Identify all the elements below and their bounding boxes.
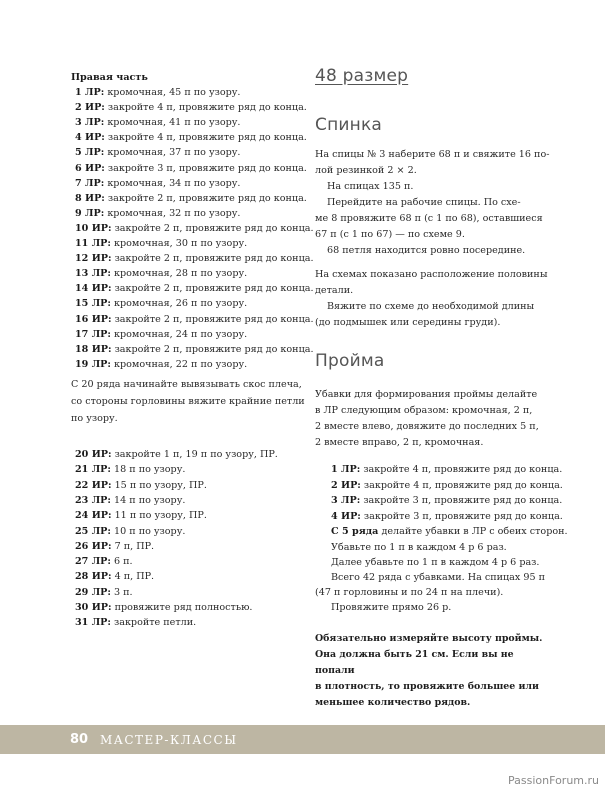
row-label: 5 ЛР: (75, 147, 105, 159)
row-line (75, 448, 278, 462)
row-line (75, 463, 185, 477)
row-text: закройте 2 п, провяжите ряд до конца. (111, 283, 314, 295)
row-text: закройте 1 п, 19 п по узору, ПР. (111, 449, 278, 460)
text-line: Вяжите по схеме до необходимой длины (327, 301, 535, 312)
row-label: 15 ЛР: (75, 298, 111, 310)
text-line: (47 п горловины и по 24 п на плечи). (315, 587, 504, 598)
row-label: 8 ИР: (75, 192, 105, 204)
row-line (331, 479, 563, 493)
section-title: Правая часть (71, 72, 148, 83)
text-line: На спицы № 3 наберите 68 п и свяжите 16 по- (315, 149, 550, 160)
row-text: закройте 3 п, провяжите ряд до конца. (360, 510, 563, 522)
note-line: меньшее количество рядов. (315, 697, 471, 708)
row-text: закройте петли. (110, 617, 197, 629)
text-line: в ЛР следующим образом: кромочная, 2 п, (315, 405, 533, 416)
row-label: 2 ИР: (75, 102, 105, 114)
row-text: кромочная, 22 п по узору. (110, 358, 248, 370)
row-line (75, 555, 133, 569)
row-line (75, 328, 247, 342)
row-line (331, 510, 563, 524)
row-line (75, 116, 241, 130)
row-text: делайте убавки в ЛР с обеих сторон. (378, 526, 568, 537)
row-text: 4 п, ПР. (111, 571, 155, 583)
row-text: кромочная, 34 п по узору. (104, 177, 241, 189)
row-label: 1 ЛР: (75, 87, 105, 98)
row-label: 20 ИР: (75, 449, 112, 460)
row-line (331, 494, 562, 508)
page-footer (0, 725, 605, 754)
row-text: кромочная, 45 п по узору. (104, 87, 241, 98)
row-line (75, 267, 247, 281)
watermark: PassionForum.ru (508, 774, 599, 787)
row-label: 28 ИР: (75, 571, 112, 583)
row-label: 30 ИР: (75, 602, 112, 613)
note-line: в плотность, то провяжите большее или (315, 681, 539, 692)
row-label: 21 ЛР: (75, 464, 111, 476)
row-line (75, 601, 252, 615)
row-label: 23 ЛР: (75, 494, 111, 506)
row-label: С 5 ряда (331, 526, 379, 537)
row-text: кромочная, 26 п по узору. (110, 298, 248, 310)
row-label: 17 ЛР: (75, 328, 111, 340)
note-line: Обязательно измеряйте высоту проймы. (315, 633, 543, 644)
text-line: На спицах 135 п. (327, 181, 414, 192)
row-text: 6 п. (110, 556, 133, 568)
text-line: Убавьте по 1 п в каждом 4 р 6 раз. (331, 542, 507, 553)
text-line: Перейдите на рабочие спицы. По схе- (327, 197, 521, 208)
row-line (75, 146, 241, 160)
text-line: ме 8 провяжите 68 п (с 1 по 68), оставшиеся (315, 213, 543, 224)
row-label: 24 ИР: (75, 510, 112, 522)
row-label: 14 ИР: (75, 283, 112, 295)
paragraph-line: по узору. (71, 413, 118, 424)
row-text: кромочная, 41 п по узору. (104, 117, 241, 129)
row-label: 2 ИР: (331, 479, 361, 491)
row-line (75, 540, 154, 554)
text-line: Всего 42 ряда с убавками. На спицах 95 п (331, 572, 546, 583)
row-text: 14 п по узору. (110, 494, 186, 506)
row-label: 10 ИР: (75, 222, 112, 234)
row-line (75, 586, 133, 600)
row-label: 25 ЛР: (75, 525, 111, 537)
row-text: кромочная, 28 п по узору. (110, 268, 248, 280)
text-line: лой резинкой 2 × 2. (315, 165, 417, 176)
row-line (75, 297, 247, 311)
row-label: 26 ИР: (75, 540, 112, 552)
row-label: 27 ЛР: (75, 556, 111, 568)
row-label: 22 ИР: (75, 479, 112, 491)
row-line (75, 570, 154, 584)
text-line: На схемах показано расположение половины (315, 269, 548, 280)
row-text: 15 п по узору, ПР. (111, 479, 207, 491)
row-text: закройте 4 п, провяжите ряд до конца. (360, 464, 563, 475)
section-name: МАСТЕР-КЛАССЫ (100, 733, 238, 747)
row-text: закройте 3 п, провяжите ряд до конца. (360, 495, 563, 506)
row-text: 11 п по узору, ПР. (111, 510, 207, 522)
row-line (75, 282, 314, 296)
row-label: 31 ЛР: (75, 617, 111, 629)
row-text: провяжите ряд полностью. (111, 602, 253, 613)
row-label: 11 ЛР: (75, 238, 111, 249)
paragraph-line: С 20 ряда начинайте вывязывать скос плеча, (71, 379, 302, 390)
size-heading: 48 размер (315, 66, 409, 86)
row-line (75, 177, 241, 191)
row-text: закройте 2 п, провяжите ряд до конца. (111, 253, 314, 265)
row-label: 1 ЛР: (331, 464, 361, 475)
row-text: закройте 4 п, провяжите ряд до конца. (360, 479, 563, 491)
row-label: 6 ИР: (75, 162, 105, 174)
row-text: 7 п, ПР. (111, 540, 155, 552)
row-text: закройте 3 п, провяжите ряд до конца. (104, 162, 307, 174)
row-text: кромочная, 32 п по узору. (104, 207, 241, 219)
row-line (75, 101, 307, 115)
row-line (75, 237, 247, 251)
row-line (75, 222, 314, 236)
important-note (315, 631, 545, 711)
row-line (75, 192, 307, 206)
row-label: 3 ЛР: (75, 117, 105, 129)
text-line: Далее убавьте по 1 п в каждом 4 р 6 раз. (331, 557, 540, 568)
row-label: 18 ИР: (75, 343, 112, 355)
row-line (75, 358, 247, 372)
row-label: 19 ЛР: (75, 358, 111, 370)
row-text: закройте 2 п, провяжите ряд до конца. (111, 313, 314, 325)
text-line: Провяжите прямо 26 р. (331, 602, 452, 613)
row-line (75, 343, 314, 357)
row-line (75, 162, 307, 176)
row-line (75, 525, 185, 539)
armhole-heading: Пройма (315, 351, 385, 371)
row-line (75, 252, 314, 266)
row-line (75, 86, 241, 100)
row-label: 4 ИР: (331, 510, 361, 522)
page-number: 80 (70, 732, 89, 747)
row-label: 12 ИР: (75, 253, 112, 265)
row-line (75, 207, 241, 221)
row-text: 3 п. (110, 586, 133, 598)
row-text: кромочная, 37 п по узору. (104, 147, 241, 159)
row-label: 9 ЛР: (75, 207, 105, 219)
row-line (75, 313, 314, 327)
row-line (75, 509, 207, 523)
text-line: Убавки для формирования проймы делайте (315, 389, 538, 400)
text-line: (до подмышек или середины груди). (315, 317, 501, 328)
row-line (331, 463, 562, 477)
text-line: 67 п (с 1 по 67) — по схеме 9. (315, 229, 465, 240)
note-line: Она должна быть 21 см. Если вы не попали (315, 649, 514, 676)
row-text: закройте 4 п, провяжите ряд до конца. (104, 132, 307, 144)
row-line (75, 131, 307, 145)
row-label: 7 ЛР: (75, 177, 105, 189)
row-label: 3 ЛР: (331, 495, 361, 506)
paragraph-line: со стороны горловины вяжите крайние петли (71, 396, 305, 407)
row-label: 13 ЛР: (75, 268, 111, 280)
back-heading: Спинка (315, 115, 383, 135)
text-line: 68 петля находится ровно посередине. (327, 245, 526, 256)
row-text: закройте 4 п, провяжите ряд до конца. (104, 102, 307, 114)
row-text: закройте 2 п, провяжите ряд до конца. (111, 222, 314, 234)
row-text: 18 п по узору. (110, 464, 186, 476)
row-line (75, 616, 196, 630)
row-text: 10 п по узору. (110, 525, 186, 537)
text-line: 2 вместе влево, довяжите до последних 5 п, (315, 421, 539, 432)
row-text: закройте 2 п, провяжите ряд до конца. (111, 343, 314, 355)
row-label: 29 ЛР: (75, 586, 111, 598)
row-line (75, 479, 207, 493)
row-label: 16 ИР: (75, 313, 112, 325)
text-line: 2 вместе вправо, 2 п, кромочная. (315, 437, 484, 448)
row-label: 4 ИР: (75, 132, 105, 144)
row-line (75, 494, 185, 508)
row-text: кромочная, 30 п по узору. (110, 238, 248, 249)
row-text: кромочная, 24 п по узору. (110, 328, 248, 340)
row-text: закройте 2 п, провяжите ряд до конца. (104, 192, 307, 204)
row-line (331, 525, 568, 539)
text-line: детали. (315, 285, 354, 296)
